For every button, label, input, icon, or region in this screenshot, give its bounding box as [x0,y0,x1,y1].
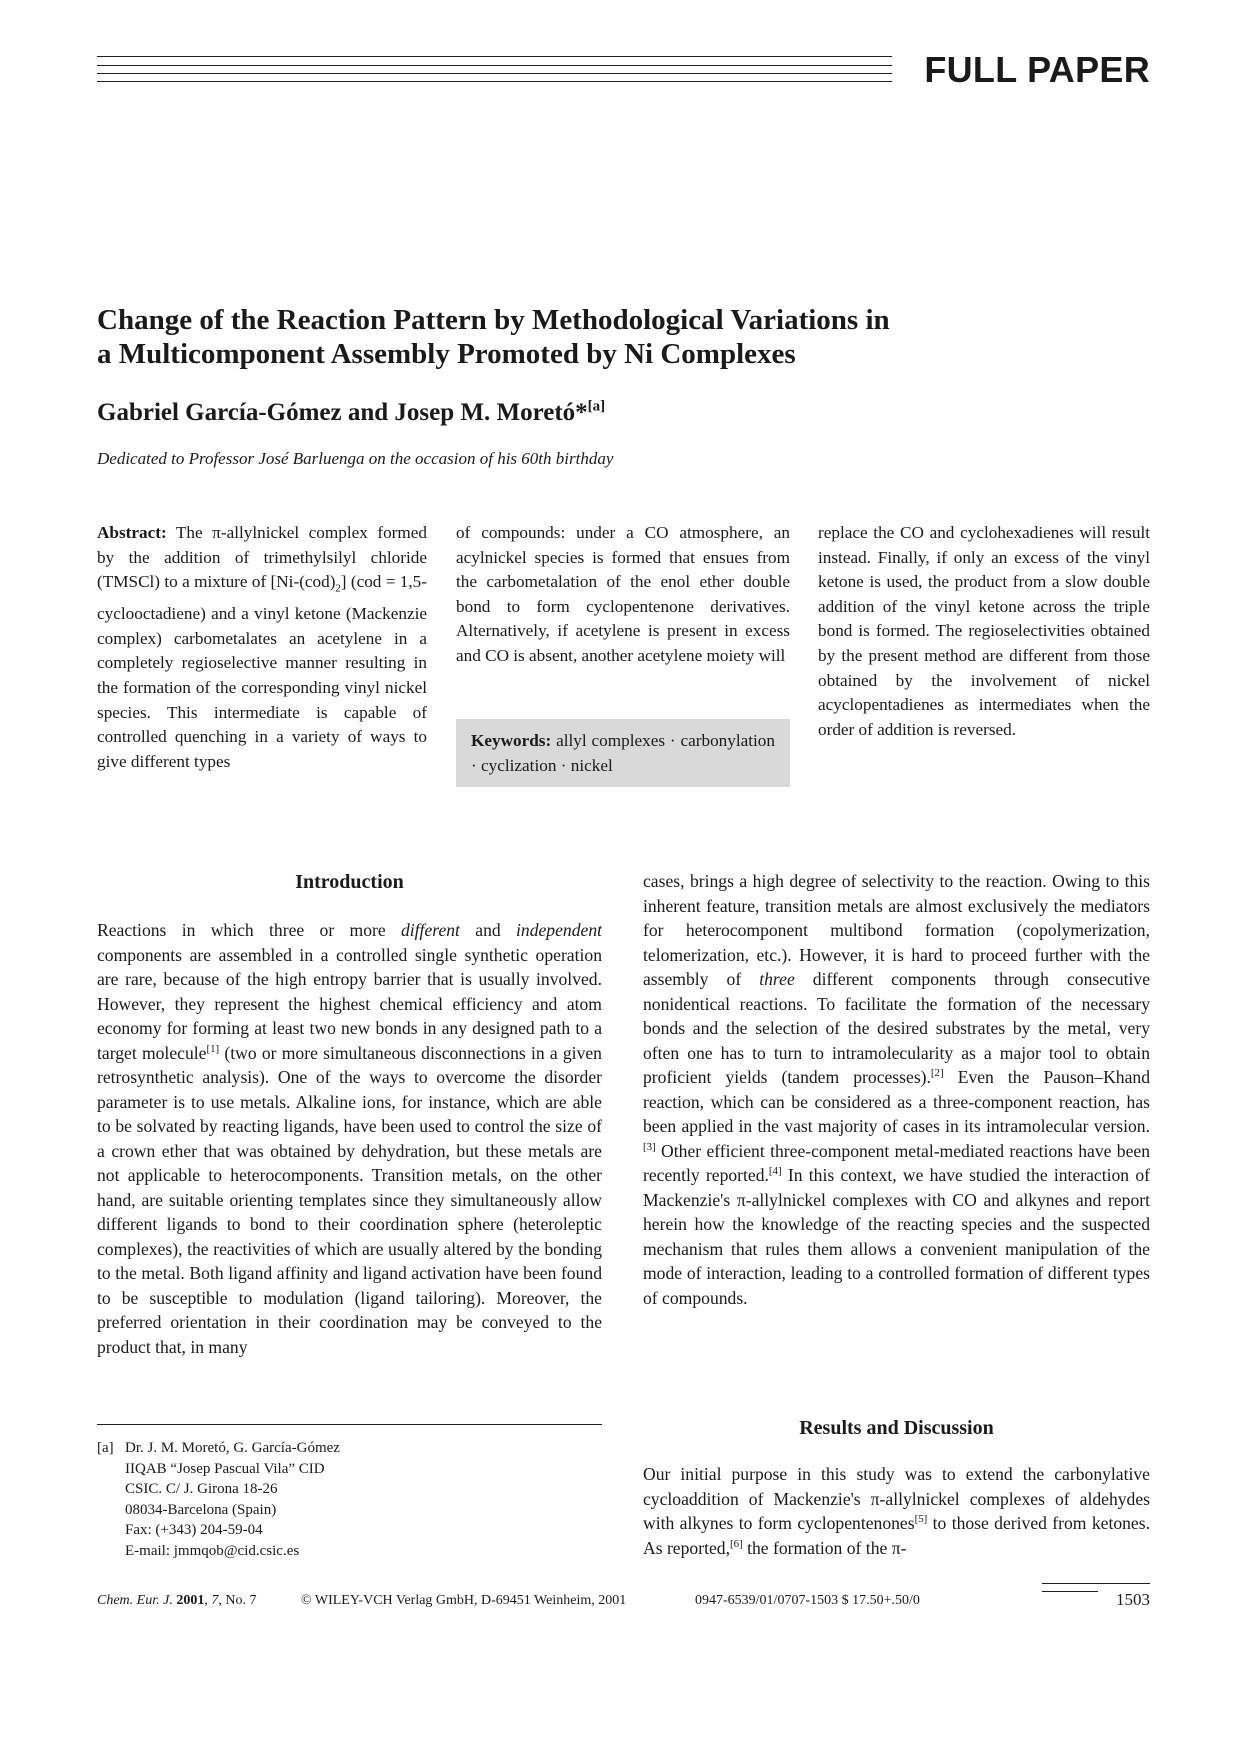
section-label: FULL PAPER [924,49,1150,90]
paper-title [97,303,1097,371]
introduction-paragraph: Reactions in which three or more different and independent components are assembled in a controlled single synthetic operation are rare, because of the high entropy barrier that is usually involved. However, they represent the highest chemical efficiency and atom economy for forming at least two new bonds in any designed path to a target molecule[1] (two or more simultaneous disconnections in a given retrosynthetic analysis). One of the ways to overcome the disorder parameter is to use metals. Alkaline ions, for instance, which are able to be solvated by reacting ligands, have been used to control the size of a crown ether that was obtained by dehydration, but these metals are not applicable to heterocomponents. Transition metals, on the other hand, are suitable orienting templates since they simultaneously allow different ligands to bond to their coordination sphere (heteroleptic complexes), the reactivities of which are usually altered by the bonding to the metal. Both ligand affinity and ligand activation have been found to be susceptible to modulation (ligand tailoring). Moreover, the preferred orientation in their coordination may be conveyed to the product that, in many [97,920,602,1357]
abstract-column-2: of compounds: under a CO atmosphere, an acylnickel species is formed that ensues from the carbometalation of the enol ether double bond to form cyclopentenone derivatives. Alternatively, if acetylene is present in excess and CO is absent, another acetylene moiety will [456,523,790,665]
title-line-1: Change of the Reaction Pattern by Methodological Variations in [97,304,890,336]
results-paragraph: Our initial purpose in this study was to extend the carbonylative cycloaddition of Mackenzie's π-allylnickel complexes of aldehydes with alkynes to form cyclopentenones[5] to those derived from ketones. As reported,[6] the formation of the π- [643,1464,1150,1558]
issn: 0947-6539/01/0707-1503 $ 17.50+.50/0 [695,1593,920,1608]
keywords-box [456,719,790,787]
footnote-rule [97,1424,602,1425]
introduction-heading: Introduction [295,871,404,893]
footnote-line: 08034-Barcelona (Spain) [125,1501,277,1518]
keywords-text: allyl complexes · carbonylation · cyclization · nickel [471,731,775,775]
footnote-marker: [a] [97,1440,114,1456]
keywords-label: Keywords: [471,731,552,750]
journal-citation: Chem. Eur. J. 2001, 7, No. 7 [97,1593,257,1608]
footnote-email[interactable]: E-mail: jmmqob@cid.csic.es [125,1542,300,1559]
footnote-line: Dr. J. M. Moretó, G. García-Gómez [125,1440,340,1456]
abstract-label: Abstract: [97,523,167,542]
affiliation-footnote [97,1438,602,1561]
affiliation-mark: [a] [587,398,606,415]
reference-1[interactable]: [1] [206,1042,220,1055]
footnote-line: Fax: (+343) 204-59-04 [125,1522,263,1538]
abstract-column-3: replace the CO and cyclohexadienes will result instead. Finally, if only an excess of the vinyl ketone is used, the product from a slow double addition of the vinyl ketone across the triple bond is formed. The regioselectivities obtained by the present method are different from those obtained by the involvement of nickel acyclopentadienes as intermediates when the order of addition is reversed. [818,523,1150,739]
footnote-line: IIQAB “Josep Pascual Vila” CID [125,1460,325,1477]
page-number: 1503 [1116,1590,1150,1609]
right-column-paragraph: cases, brings a high degree of selectivity to the reaction. Owing to this inherent feature, transition metals are almost exclusively the mediators for heterocomponent multibond formation (copolymerization, telomerization, etc.). However, it is hard to proceed further with the assembly of three different components through consecutive nonidentical reactions. To facilitate the formation of the necessary bonds and the selection of the desired substrates by the metal, very often one has to turn to intramolecularity as a major tool to obtain proficient yields (tandem processes).[2] Even the Pauson–Khand reaction, which can be considered as a three-component reaction, has been applied in the vast majority of cases in its intramolecular version.[3] Other efficient three-component metal-mediated reactions have been recently reported.[4] In this context, we have studied the interaction of Mackenzie's π-allylnickel complexes with CO and alkynes and report herein how the knowledge of the reacting species and the suspected mechanism that rules them allows a convenient manipulation of the mode of interaction, leading to a controlled formation of different types of compounds. [643,871,1151,1308]
reference-3[interactable]: [3] [643,1140,656,1153]
dedication: Dedicated to Professor José Barluenga on the occasion of his 60th birthday [97,449,614,468]
reference-4[interactable]: [4] [768,1165,782,1178]
results-heading: Results and Discussion [799,1417,994,1439]
author-names: Gabriel García-Gómez and Josep M. Moretó* [97,399,588,426]
reference-2[interactable]: [2] [930,1067,944,1080]
title-line-2: a Multicomponent Assembly Promoted by Ni Complexes [97,338,796,370]
reference-6[interactable]: [6] [729,1537,743,1550]
footnote-line: CSIC. C/ J. Girona 18-26 [125,1481,278,1497]
authors [97,398,997,428]
copyright: © WILEY-VCH Verlag GmbH, D-69451 Weinheim, 2001 [301,1593,627,1608]
reference-5[interactable]: [5] [914,1513,928,1526]
abstract-column-1: Abstract: The π-allylnickel complex formed by the addition of trimethylsilyl chloride (TMSCl) to a mixture of $[Ni-(cod)_2] (cod$ = 1,5-cyclooctadiene) and a vinyl ketone (Mackenzie complex) carbometalates an acetylene in a completely regioselective manner resulting in the formation of the corresponding vinyl nickel species. This intermediate is capable of controlled quenching in a variety of ways to give different types [97,523,427,771]
header-rules [97,56,892,82]
